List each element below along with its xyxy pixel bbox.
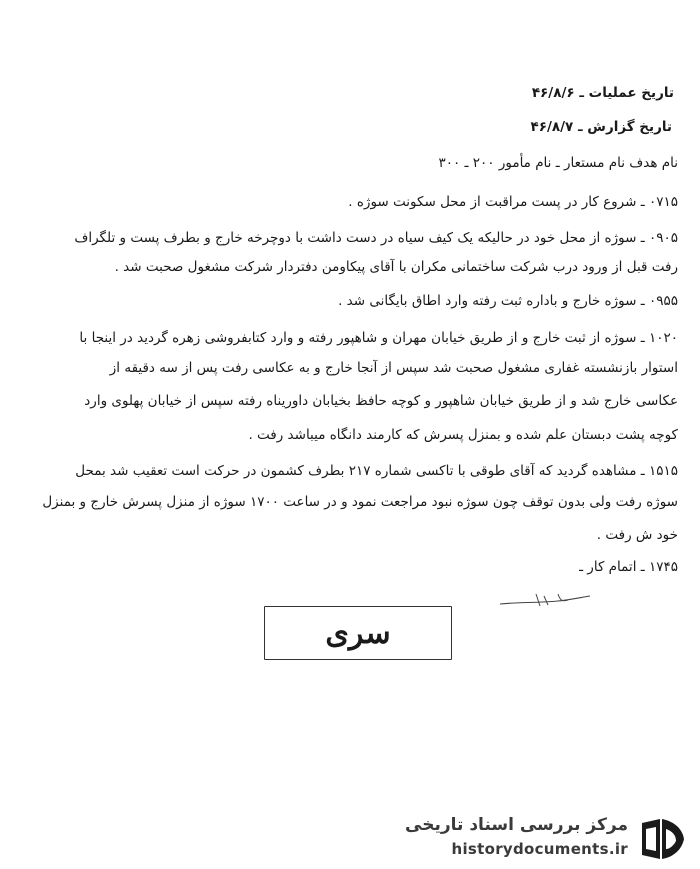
report-date: تاریخ گزارش ـ ۴۶/۸/۷: [530, 119, 672, 135]
log-line: ۱۰۲۰ ـ سوژه از ثبت خارج و از طریق خیابان مهران و شاهپور رفته و وارد کتابفروشی زهره گردید در اینجا با: [79, 330, 678, 346]
archive-url[interactable]: historydocuments.ir: [451, 840, 628, 858]
operation-date: تاریخ عملیات ـ ۴۶/۸/۶: [531, 85, 674, 101]
log-line: سوژه رفت ولی بدون توقف چون سوژه نبود مراجعت نمود و در ساعت ۱۷۰۰ سوژه از منزل پسرش خارج و بمنزل: [42, 494, 678, 510]
archive-name: مرکز بررسی اسناد تاریخی: [405, 815, 628, 835]
classification-stamp: [264, 606, 452, 660]
log-line: ۰۹۰۵ ـ سوژه از محل خود در حالیکه یک کیف سیاه در دست داشت با دوچرخه خارج و بطرف پست و تلگراف: [74, 230, 678, 246]
log-line: عکاسی خارج شد و از طریق خیابان شاهپور و کوچه حافظ بخیابان داوریناه رفته سپس از خیابان پهلوی وارد: [84, 393, 678, 409]
archive-logo-icon: [638, 815, 688, 863]
log-line: استوار بازنشسته غفاری مشغول صحبت شد سپس از آنجا خارج و به عکاسی رفت پس از سه دقیقه از: [109, 360, 678, 376]
log-line: ۱۵۱۵ ـ مشاهده گردید که آقای طوقی با تاکسی شماره ۲۱۷ بطرف کشمون در حرکت است تعقیب شد بمحل: [75, 463, 678, 479]
log-line: ۱۷۴۵ ـ اتمام کار ـ: [579, 559, 678, 575]
target-line: نام هدف نام مستعار ـ نام مأمور ۲۰۰ ـ ۳۰۰: [438, 155, 678, 171]
log-line: ۰۷۱۵ ـ شروع کار در پست مراقبت از محل سکونت سوژه .: [348, 194, 678, 210]
log-line: رفت قبل از ورود درب شرکت ساختمانی مکران با آقای پیکاومن دفتردار شرکت مشغول صحبت شد .: [114, 259, 678, 275]
stamp-label: سری: [325, 615, 391, 651]
signature-scribble: [498, 590, 593, 610]
log-line: ۰۹۵۵ ـ سوژه خارج و باداره ثبت رفته وارد اطاق بایگانی شد .: [338, 293, 678, 309]
log-line: خود ش رفت .: [596, 527, 678, 543]
log-line: کوچه پشت دبستان علم شده و بمنزل پسرش که کارمند دانگاه میباشد رفت .: [248, 427, 678, 443]
